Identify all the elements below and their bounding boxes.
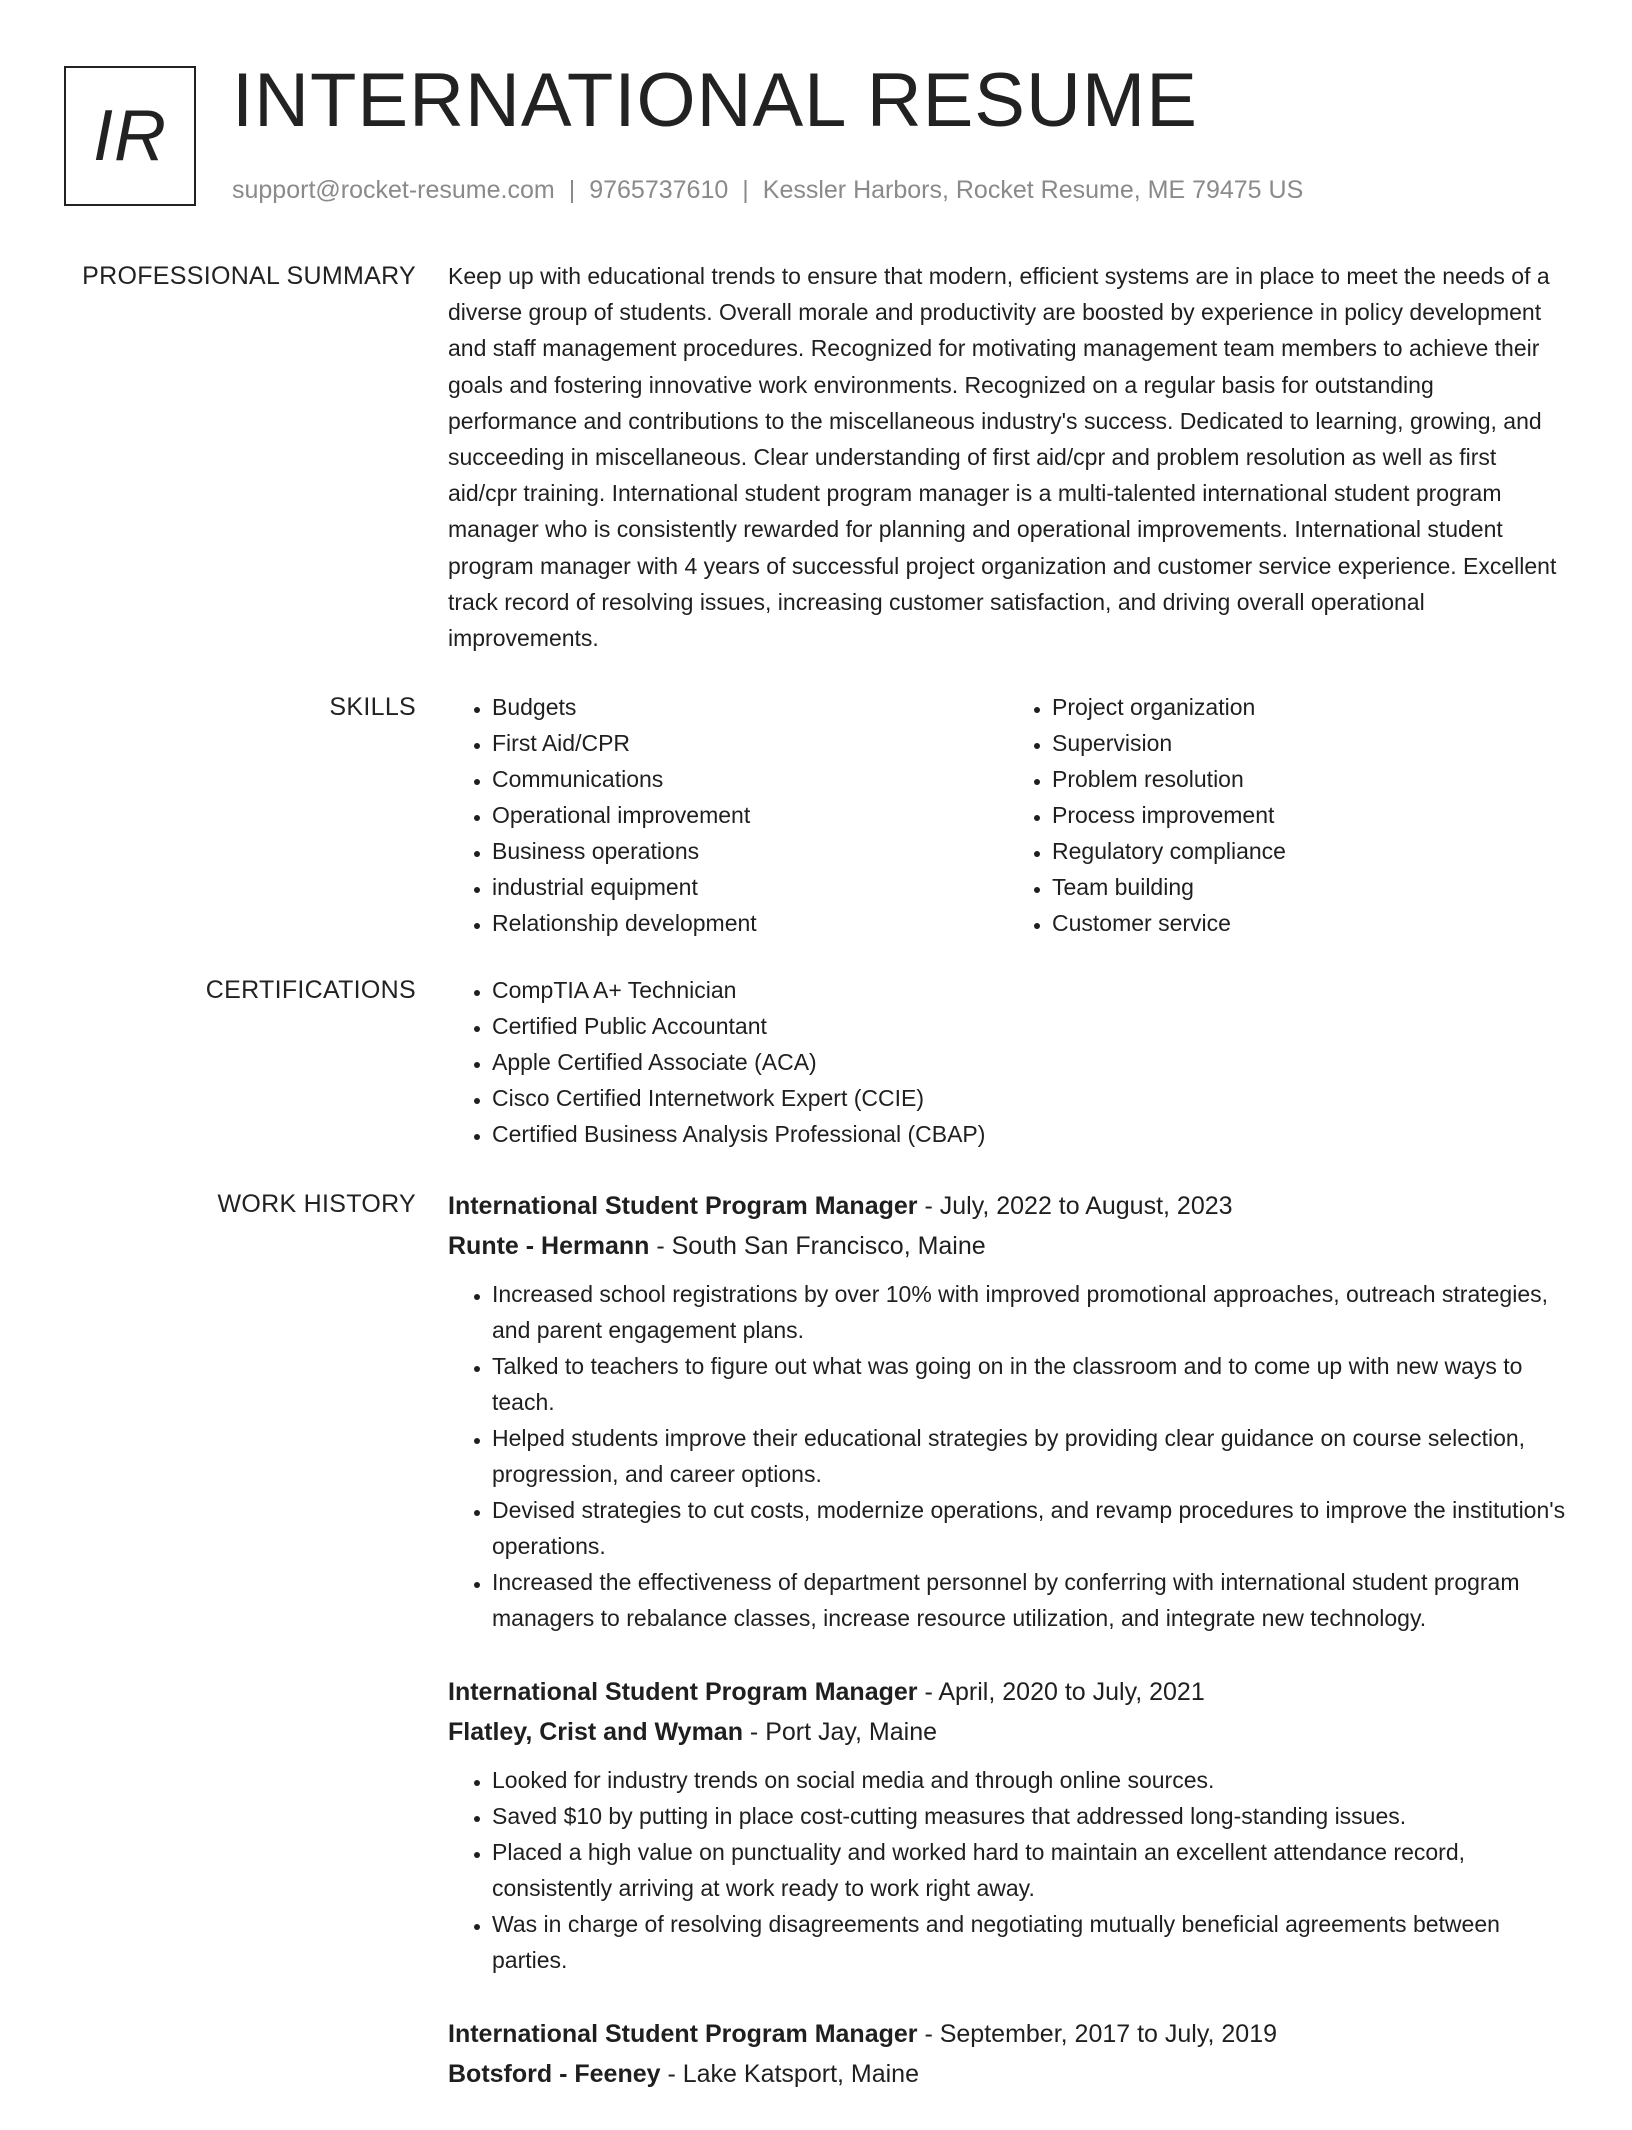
certification-item: • Certified Public Accountant <box>492 1008 1568 1044</box>
job-bullet: • Increased the effectiveness of department personnel by conferring with international student program managers to rebalance classes, increase resource utilization, and integrate new technology. <box>492 1564 1568 1636</box>
skill-item: • Problem resolution <box>1052 761 1568 797</box>
job-bullets <box>448 1762 1568 1978</box>
job-title: International Student Program Manager <box>448 1678 918 1706</box>
job-entry <box>448 2014 1568 2094</box>
job-bullet: • Increased school registrations by over 10% with improved promotional approaches, outreach strategies, and parent engagement plans. <box>492 1276 1568 1348</box>
certification-item: • CompTIA A+ Technician <box>492 972 1568 1008</box>
skill-item: • Supervision <box>1052 725 1568 761</box>
skill-item: • Communications <box>492 761 1008 797</box>
job-location: - South San Francisco, Maine <box>649 1232 986 1260</box>
job-bullet: • Devised strategies to cut costs, modernize operations, and revamp procedures to improve the institution's operations. <box>492 1492 1568 1564</box>
certifications-body <box>448 972 1568 1152</box>
contact-address: Kessler Harbors, Rocket Resume, ME 79475 US <box>762 176 1304 204</box>
job-bullet: • Was in charge of resolving disagreements and negotiating mutually beneficial agreements between parties. <box>492 1906 1568 1978</box>
skill-item: • Team building <box>1052 869 1568 905</box>
skills-list-left <box>448 689 1008 941</box>
job-company: Flatley, Crist and Wyman <box>448 1718 743 1746</box>
summary-label: PROFESSIONAL SUMMARY <box>82 262 416 290</box>
contact-separator: | <box>742 176 749 204</box>
job-dates: - September, 2017 to July, 2019 <box>917 2020 1278 2048</box>
summary-body <box>448 258 1568 656</box>
contact-separator: | <box>568 176 576 204</box>
job-location: - Lake Katsport, Maine <box>660 2060 919 2088</box>
job-company: Runte - Hermann <box>448 1232 650 1260</box>
skill-item: • Project organization <box>1052 689 1568 725</box>
certification-item: • Apple Certified Associate (ACA) <box>492 1044 1568 1080</box>
job-company-line <box>448 1712 1568 1752</box>
skill-item: • Regulatory compliance <box>1052 833 1568 869</box>
skill-item: • industrial equipment <box>492 869 1008 905</box>
job-bullet: • Placed a high value on punctuality and worked hard to maintain an excellent attendance record, consistently arriving at work ready to work right away. <box>492 1834 1568 1906</box>
work-history-body <box>448 1186 1568 2130</box>
job-title-line <box>448 2014 1568 2054</box>
work-history-label: WORK HISTORY <box>217 1190 416 1218</box>
job-bullet: • Saved $10 by putting in place cost-cutting measures that addressed long-standing issues. <box>492 1798 1568 1834</box>
job-title-line <box>448 1672 1568 1712</box>
job-bullet: • Looked for industry trends on social media and through online sources. <box>492 1762 1568 1798</box>
job-dates: - April, 2020 to July, 2021 <box>917 1678 1205 1706</box>
job-entry <box>448 1186 1568 1636</box>
skills-label: SKILLS <box>329 693 416 721</box>
certifications-label: CERTIFICATIONS <box>205 976 416 1004</box>
skill-item: • Process improvement <box>1052 797 1568 833</box>
skills-list-right <box>1008 689 1568 941</box>
resume-title: INTERNATIONAL RESUME <box>232 58 1198 143</box>
skills-body <box>448 689 1568 941</box>
job-entry <box>448 1672 1568 1978</box>
job-company-line <box>448 2054 1568 2094</box>
job-title: International Student Program Manager <box>448 2020 918 2048</box>
job-dates: - July, 2022 to August, 2023 <box>917 1192 1233 1220</box>
summary-text: Keep up with educational trends to ensure that modern, efficient systems are in place to meet the needs of a diverse group of students. Overall morale and productivity are boosted by experience in policy development and staff management procedures. Recognized for motivating management team members to achieve their goals and fostering innovative work environments. Recognized on a regular basis for outstanding performance and contributions to the miscellaneous industry's success. Dedicated to learning, growing, and succeeding in miscellaneous. Clear understanding of first aid/cpr and problem resolution as well as first aid/cpr training. International student program manager is a multi-talented international student program manager who is consistently rewarded for planning and operational improvements. International student program manager with 4 years of successful project organization and customer service experience. Excellent track record of resolving issues, increasing customer satisfaction, and driving overall operational improvements. <box>448 263 1557 652</box>
monogram-logo <box>64 66 196 206</box>
skill-item: • Customer service <box>1052 905 1568 941</box>
certifications-list <box>448 972 1568 1152</box>
contact-line <box>232 172 1303 208</box>
job-bullets <box>448 1276 1568 1636</box>
certification-item: • Cisco Certified Internetwork Expert (CCIE) <box>492 1080 1568 1116</box>
job-title-line <box>448 1186 1568 1226</box>
job-bullet: • Helped students improve their educational strategies by providing clear guidance on course selection, progression, and career options. <box>492 1420 1568 1492</box>
job-company-line <box>448 1226 1568 1266</box>
skill-item: • First Aid/CPR <box>492 725 1008 761</box>
contact-email[interactable]: support@rocket-resume.com <box>232 176 555 204</box>
skill-item: • Relationship development <box>492 905 1008 941</box>
skill-item: • Operational improvement <box>492 797 1008 833</box>
certification-item: • Certified Business Analysis Professional (CBAP) <box>492 1116 1568 1152</box>
job-bullet: • Talked to teachers to figure out what was going on in the classroom and to come up with new ways to teach. <box>492 1348 1568 1420</box>
monogram-initials: IR <box>93 96 167 176</box>
contact-phone[interactable]: 9765737610 <box>589 176 729 204</box>
job-location: - Port Jay, Maine <box>742 1718 938 1746</box>
job-company: Botsford - Feeney <box>448 2060 661 2088</box>
skill-item: • Business operations <box>492 833 1008 869</box>
skill-item: • Budgets <box>492 689 1008 725</box>
job-title: International Student Program Manager <box>448 1192 918 1220</box>
